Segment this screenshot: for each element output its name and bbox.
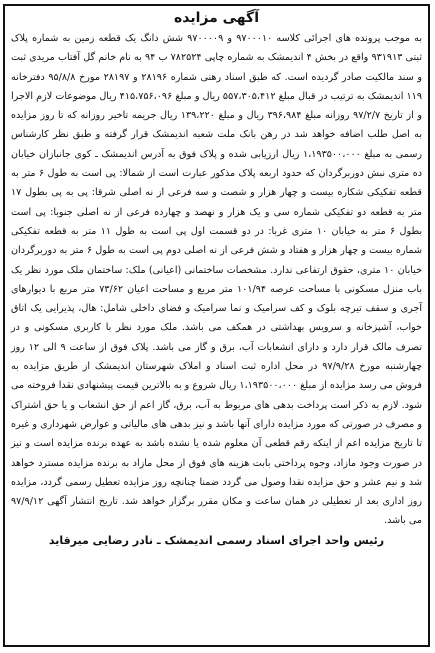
notice-title: آگهی مزایده [173,10,259,26]
notice-body: به موجب پرونده های اجرائی کلاسه ۹۷۰۰۰۱۰ و ۹۷۰۰۰۰۹ شش دانگ یک قطعه زمین به شماره پلاک ثبتی ۹۳۱۹۱۳ واقع در بخش ۴ اندیمشک به شماره چاپی ۷۸۲۵۲۴ ب ۹۴ به نام خانم گل آفتاب مریدی ثبت و سند مالکیت صادر گردیده است. که طبق اسناد رهنی شماره ۲۸۱۹۶ و ۲۸۱۹۷ مورخ ۹۵/۸/۸ دفترخانه ۱۱۹ اندیمشک به ترتیب در قبال مبلغ ۵۵۷،۳۰۵،۴۱۲ ریال و مبلغ ۴۱۵،۷۵۶،۰۹۶ ریال موضوعات لازم الاجرا و از تاریخ ۹۷/۲/۷ روزانه مبلغ ۳۹۶،۹۸۴ ریال و مبلغ ۱۳۹،۲۲۰ ریال جریمه تاخیر روزانه که تا روز مزایده به اصل طلب اضافه خواهد شد در رهن بانک ملت شعبه اندیمشک قرار گرفته و طبق نظر کارشناس رسمی به مبلغ ۱،۱۹۳۵۰۰،۰۰۰ ریال ارزیابی شده و پلاک فوق به آدرس اندیمشک ـ کوی جانبازان خیابان ده متری نبش دوربرگردان که حدود اربعه پلاک مذکور عبارت است از شمالا: پی است به طول ۶ متر به قطعه تفکیکی شکاره بیست و چهار هزار و شصت و سه فرعی از نه اصلی شرقا: پی به پی بطول ۱۷ متر به قطعه دو تفکیکی شماره سی و یک هزار و نهصد و چهارده فرعی از نه اصلی جنوبا: پی است بطول ۶ متر به خیابان ۱۰ متری غربا: در دو قسمت اول پی است به طول ۱۱ متر به قطعه تفکیکی شماره بیست و چهار هزار و هفتاد و شش فرعی از نه اصلی دوم پی است به طول ۶ متر به دوربرگردان خیابان ۱۰ متری، حقوق ارتفاعی ندارد. مشخصات ساختمانی (اعیانی) ملک: ساختمان ملک مورد نظر یک باب منزل مسکونی با مساحت عرصه ۱۰۱/۹۴ متر مربع و مساحت اعیان ۷۳/۶۲ متر مربع با دیوارهای آجری و سقف تیرچه بلوک و کف سرامیک و نما سرامیک و فضای داخلی شامل: هال، پذیرایی یک اتاق خواب، آشپزخانه و سرویس بهداشتی در همکف می باشد. ملک مورد نظر با کاربری مسکونی و در تصرف مالک قرار دارد و دارای انشعابات آب، برق و گاز می باشد. پلاک فوق از ساعت ۹ الی ۱۲ روز چهارشنبه مورخ ۹۷/۹/۲۸ در محل اداره ثبت اسناد و املاک شهرستان اندیمشک از طریق مزایده به فروش می رسد مزایده از مبلغ ۱،۱۹۳۵۰۰،۰۰۰ ریال شروع و به بالاترین قیمت پیشنهادی نقدا فروخته می شود. لازم به ذکر است پرداخت بدهی های مربوط به آب، برق، گاز اعم از حق انشعاب و یا حق اشتراک و مصرف در صورتی که مورد مزایده دارای آنها باشد و نیز بدهی های مالیاتی و عوارض شهرداری و غیره تا تاریخ مزایده اعم از اینکه رقم قطعی آن معلوم شده یا نشده باشد به عهده برنده مزایده است و نیز در صورت وجود مازاد، وجوه پرداختی بابت هزینه های فوق از محل مازاد به برنده مزایده مسترد خواهد شد و نیم عشر و حق مزایده نقدا وصول می گردد ضمنا چنانچه روز مزایده تعطیل رسمی گردد، مزایده روز اداری بعد از تعطیلی در همان ساعت و مکان مقرر برگزار خواهد شد. تاریخ انتشار آگهی ۹۷/۹/۱۲ می باشد. [11,33,423,527]
auction-notice [3,4,430,647]
notice-signature: رئیس واحد اجرای اسناد رسمی اندیمشک ـ نادر رضایی میرقاید [48,533,385,547]
